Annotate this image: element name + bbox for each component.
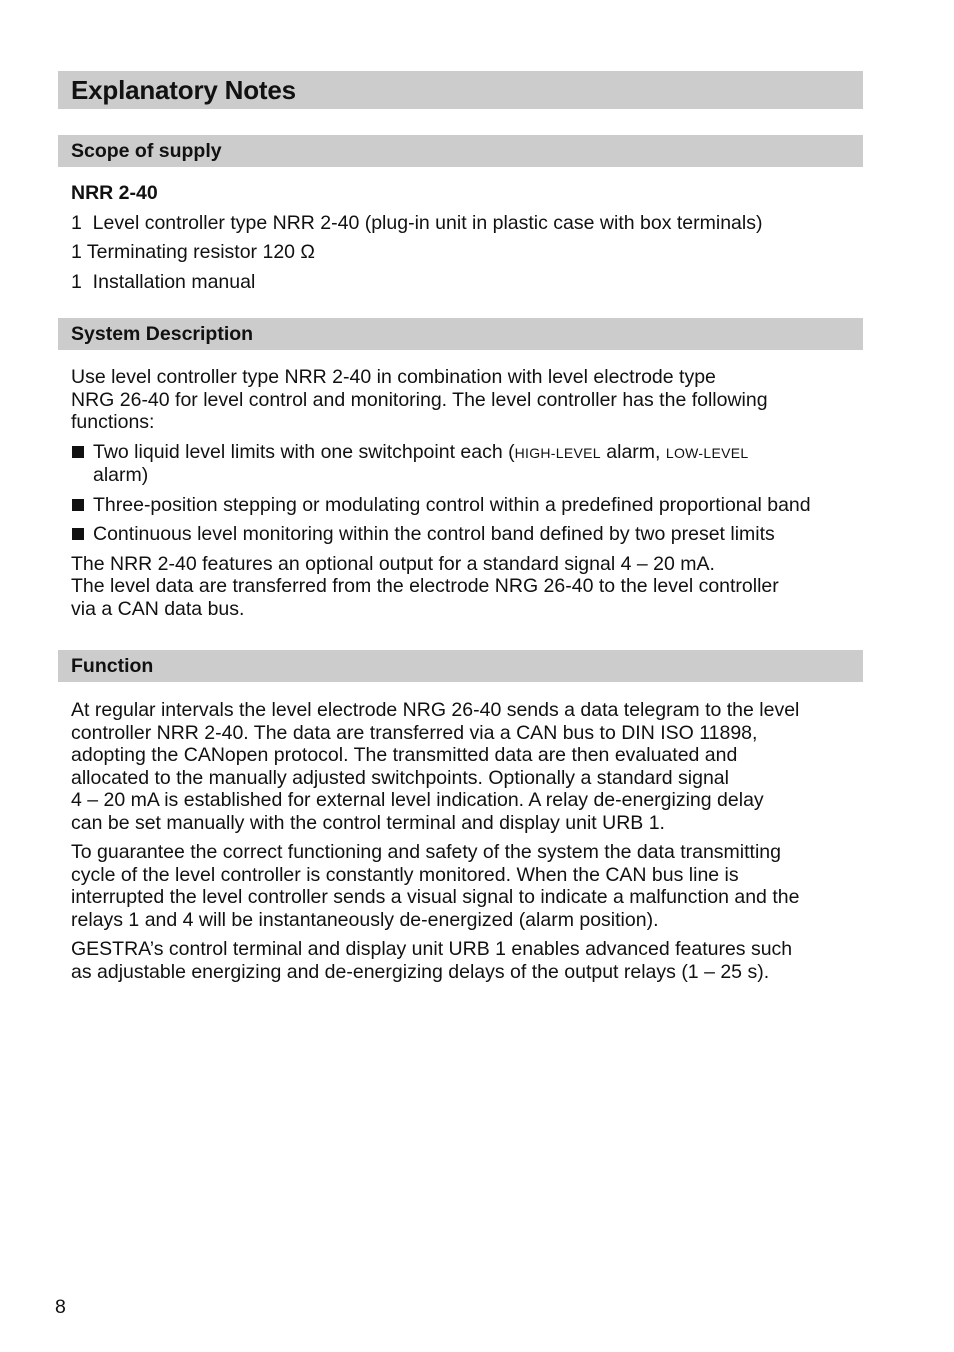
section-heading-scope-text: Scope of supply <box>71 139 222 162</box>
text-line: relays 1 and 4 will be instantaneously de-energized (alarm position). <box>71 908 659 931</box>
function-paragraph <box>71 699 850 834</box>
function-paragraph <box>71 938 850 983</box>
bullet-text: Continuous level monitoring within the control band defined by two preset limits <box>93 523 775 545</box>
text-line: cycle of the level controller is constantly monitored. When the CAN bus line is <box>71 863 739 886</box>
text-line: controller NRR 2-40. The data are transferred via a CAN bus to DIN ISO 11898, <box>71 721 758 744</box>
text-line: The level data are transferred from the electrode NRG 26-40 to the level controller <box>71 575 779 597</box>
section-heading-function-text: Function <box>71 654 154 677</box>
scope-content <box>58 182 863 293</box>
bullet-text <box>93 441 850 487</box>
high-level-term: HIGH-LEVEL <box>514 444 601 461</box>
document-page <box>58 71 863 983</box>
text-line: adopting the CANopen protocol. The transmitted data are then evaluated and <box>71 744 738 766</box>
text-line: can be set manually with the control terminal and display unit URB 1. <box>71 811 665 834</box>
text-line: as adjustable energizing and de-energizing delays of the output relays (1 – 25 s). <box>71 960 770 983</box>
page-number: 8 <box>55 1296 66 1318</box>
text-line: interrupted the level controller sends a visual signal to indicate a malfunction and the <box>71 886 800 908</box>
page-title-text: Explanatory Notes <box>71 74 296 105</box>
section-heading-scope <box>58 135 863 167</box>
section-heading-system <box>58 318 863 350</box>
text-line: GESTRA’s control terminal and display unit URB 1 enables advanced features such <box>71 938 793 960</box>
supply-item: 1 Level controller type NRR 2-40 (plug-in unit in plastic case with box terminals) <box>71 211 763 234</box>
text-line: To guarantee the correct functioning and safety of the system the data transmitting <box>71 841 781 863</box>
square-bullet-icon <box>71 523 93 546</box>
low-level-term: LOW-LEVEL <box>665 444 749 461</box>
page-title <box>58 71 863 109</box>
text-line: 4 – 20 mA is established for external level indication. A relay de-energizing delay <box>71 789 764 811</box>
function-paragraph <box>71 841 850 931</box>
text-line: The NRR 2-40 features an optional output for a standard signal 4 – 20 mA. <box>71 552 715 575</box>
section-heading-system-text: System Description <box>71 322 254 345</box>
bullet-item <box>71 523 850 546</box>
square-bullet-icon <box>71 441 93 487</box>
bullet-text: Three-position stepping or modulating control within a predefined proportional band <box>93 493 811 516</box>
bullet-item <box>71 494 850 517</box>
text-line: allocated to the manually adjusted switchpoints. Optionally a standard signal <box>71 766 729 789</box>
text-line: Use level controller type NRR 2-40 in combination with level electrode type <box>71 366 716 388</box>
section-heading-function <box>58 650 863 682</box>
bullet-text-part: Two liquid level limits with one switchpoint each ( <box>93 440 515 463</box>
bullet-text-part: alarm, <box>600 440 666 463</box>
system-outro <box>71 553 850 621</box>
text-line: via a CAN data bus. <box>71 597 245 620</box>
system-intro <box>71 366 850 434</box>
text-line: NRG 26-40 for level control and monitoring. The level controller has the following <box>71 388 768 411</box>
supply-item: 1 Installation manual <box>71 270 256 293</box>
function-content <box>58 699 863 983</box>
product-name: NRR 2-40 <box>71 182 158 204</box>
bullet-text-part: alarm) <box>93 464 149 486</box>
system-content <box>58 366 863 620</box>
supply-item: 1 Terminating resistor 120 Ω <box>71 241 315 263</box>
text-line: At regular intervals the level electrode NRG 26-40 sends a data telegram to the level <box>71 699 800 721</box>
square-bullet-icon <box>71 494 93 517</box>
bullet-item <box>71 441 850 487</box>
text-line: functions: <box>71 411 155 433</box>
